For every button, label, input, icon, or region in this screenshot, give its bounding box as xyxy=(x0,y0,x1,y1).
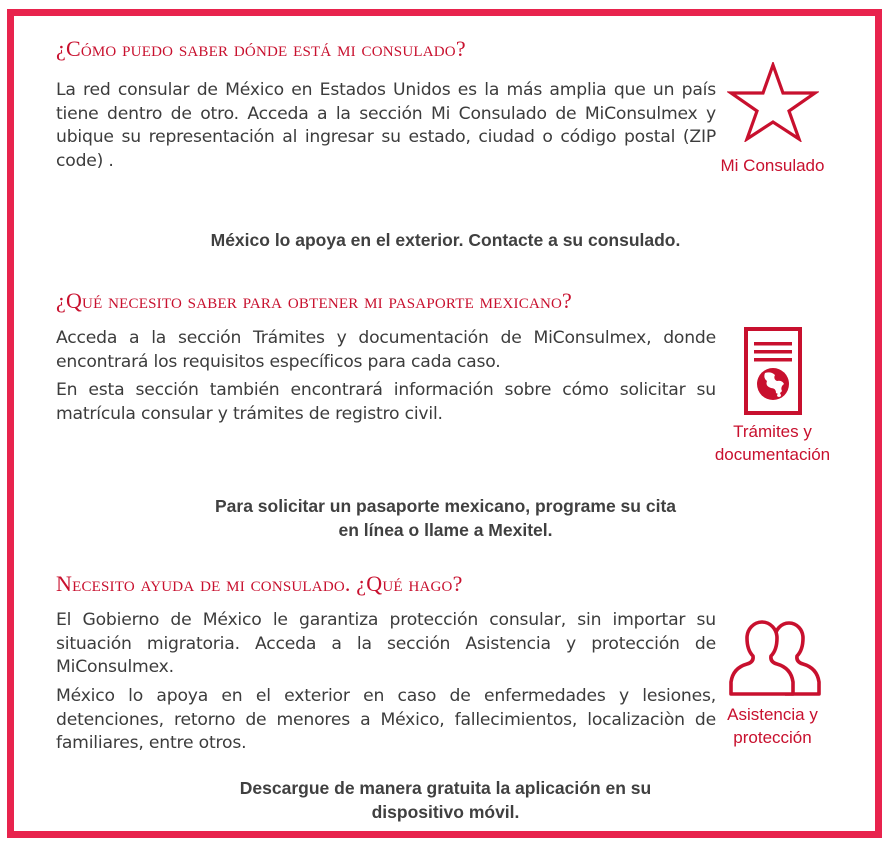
section-paragraph: La red consular de México en Estados Unidos es la más amplia que un país tiene dentro de otro. Acceda a la sección Mi Consulado de MiConsulmex y ubique su representación al ingresar su estado, ciudad o código postal (ZIP code) . xyxy=(56,80,716,171)
callout-text: Para solicitar un pasaporte mexicano, programe su cita xyxy=(215,496,676,516)
icon-label: protección xyxy=(733,728,812,747)
icon-label: Trámites y xyxy=(733,422,812,441)
section-paragraph: México lo apoya en el exterior en caso de enfermedades y lesiones, detenciones, retorno de menores a México, fallecimientos, localizaciòn de familiares, entre otros. xyxy=(56,686,716,753)
people-icon xyxy=(725,618,821,698)
section-heading-ayuda: Necesito ayuda de mi consulado. ¿Qué hago? xyxy=(56,571,463,596)
callout-text: México lo apoya en el exterior. Contacte a su consulado. xyxy=(210,230,681,250)
asistencia-link[interactable] xyxy=(690,618,855,748)
section-paragraph: Acceda a la sección Trámites y documentación de MiConsulmex, donde encontrará los requisitos específicos para cada caso. xyxy=(56,328,716,372)
section-paragraph: El Gobierno de México le garantiza protección consular, sin importar su situación migratoria. Acceda a la sección Asistencia y protección de MiConsulmex. xyxy=(56,610,716,677)
icon-label: documentación xyxy=(714,445,831,464)
section-paragraph: En esta sección también encontrará información sobre cómo solicitar su matrícula consular y trámites de registro civil. xyxy=(56,380,716,424)
section-heading-consulado: ¿Cómo puedo saber dónde está mi consulado? xyxy=(56,36,466,61)
icon-label: Asistencia y xyxy=(727,705,818,724)
section-heading-pasaporte: ¿Qué necesito saber para obtener mi pasaporte mexicano? xyxy=(56,288,573,313)
callout-text: dispositivo móvil. xyxy=(371,802,520,822)
callout-text: en línea o llame a Mexitel. xyxy=(338,520,553,540)
icon-label: Mi Consulado xyxy=(720,156,825,175)
document-globe-icon xyxy=(743,326,803,416)
mi-consulado-link[interactable] xyxy=(690,62,855,176)
tramites-link[interactable] xyxy=(690,326,855,465)
star-icon xyxy=(727,62,819,142)
callout-text: Descargue de manera gratuita la aplicación en su xyxy=(239,778,652,798)
